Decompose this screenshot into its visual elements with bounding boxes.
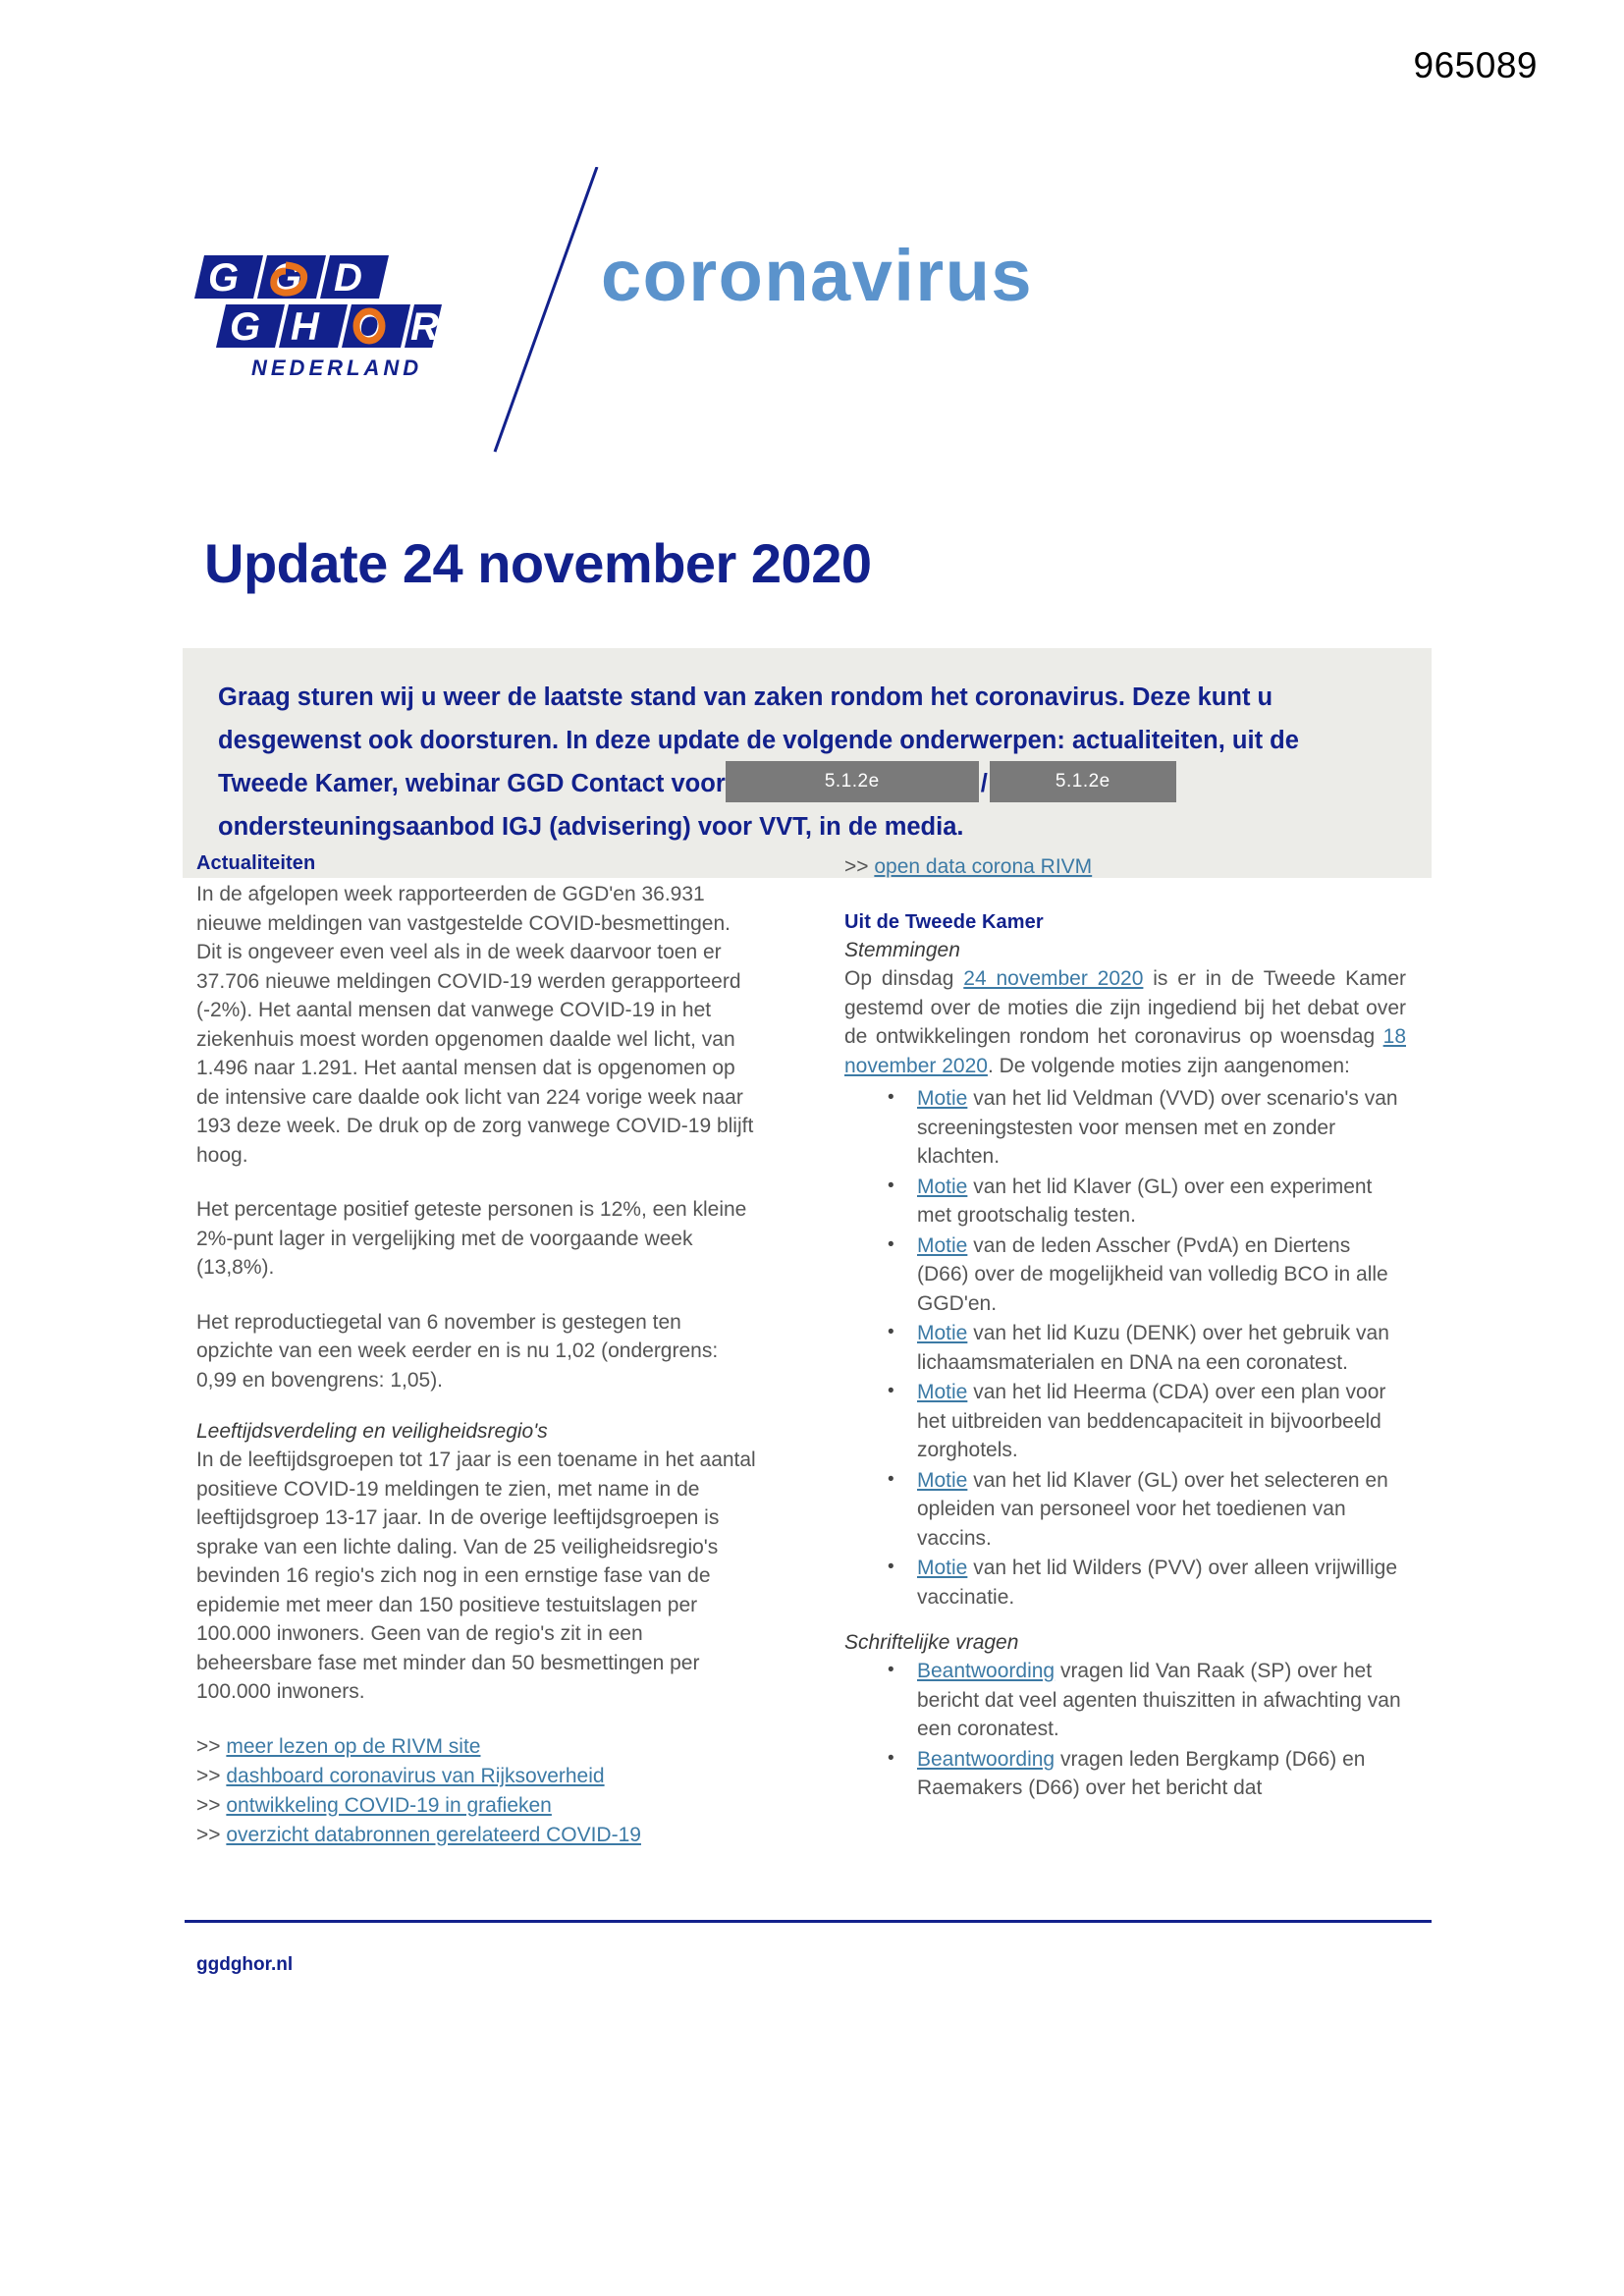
link-motie-7[interactable]: Motie: [917, 1557, 968, 1579]
coronavirus-wordmark: coronavirus: [601, 235, 1034, 316]
motie-text-5: van het lid Heerma (CDA) over een plan voor het uitbreiden van beddencapaciteit in bijvoorbeeld zorghotels.: [917, 1381, 1386, 1461]
link-dashboard-coronavirus[interactable]: dashboard coronavirus van Rijksoverheid: [226, 1764, 605, 1787]
redaction-box-2: 5.1.2e: [990, 761, 1176, 802]
svg-text:O: O: [353, 305, 385, 349]
svg-text:G: G: [271, 256, 302, 300]
intro-line-3: [218, 762, 1396, 805]
right-column: [844, 852, 1406, 1823]
link-line-2: [196, 1762, 758, 1791]
link-line-open-data: [844, 852, 1406, 882]
list-item-motie-wilders: [917, 1554, 1406, 1612]
motie-text-4: van het lid Kuzu (DENK) over het gebruik van lichaamsmaterialen en DNA na een coronatest.: [917, 1322, 1389, 1374]
link-beantwoording-1[interactable]: Beantwoording: [917, 1660, 1056, 1682]
intro-line-2: desgewenst ook doorsturen. In deze update de volgende onderwerpen: actualiteiten, uit de: [218, 727, 1299, 754]
right-section-heading: Uit de Tweede Kamer: [844, 911, 1044, 933]
footer-divider: [185, 1920, 1432, 1923]
redaction-separator: /: [980, 770, 988, 797]
link-beantwoording-2[interactable]: Beantwoording: [917, 1747, 1056, 1771]
intro-line-3-text: Tweede Kamer, webinar GGD Contact voor: [218, 770, 726, 797]
page-title: Update 24 november 2020: [204, 532, 872, 594]
stemmingen-text-1: Op dinsdag: [844, 967, 964, 990]
link-line-3: [196, 1791, 758, 1821]
paragraph-actualiteiten: In de afgelopen week rapporteerden de GGD'en 36.931 nieuwe meldingen van vastgestelde COVID-besmettingen. Dit is ongeveer even veel als in de week daarvoor toen er 37.706 nieuwe meldingen COVID-19 werden gerapporteerd (-2%). Het aantal mensen dat vanwege COVID-19 in het ziekenhuis moest worden opgenomen daalde wel licht, van 1.496 naar 1.291. Het aantal mensen dat is opgenomen op de intensive care daalde ook licht van 224 vorige week naar 193 deze week. De druk op de zorg vanwege COVID-19 blijft hoog.: [196, 883, 754, 1167]
motie-text-2: van het lid Klaver (GL) over een experiment met grootschalig testen.: [917, 1175, 1373, 1227]
link-overzicht-databronnen[interactable]: overzicht databronnen gerelateerd COVID-19: [226, 1823, 641, 1846]
written-questions-list: [844, 1657, 1406, 1803]
svg-text:R: R: [410, 305, 439, 349]
link-motie-2[interactable]: Motie: [917, 1175, 968, 1198]
link-prefix-4: >>: [196, 1823, 221, 1846]
left-column: [196, 852, 758, 1850]
vraag-text-1: vragen lid Van Raak (SP) over het bericht dat veel agenten thuiszitten in afwachting van een coronatest.: [917, 1660, 1401, 1740]
link-motie-6[interactable]: Motie: [917, 1468, 968, 1492]
link-prefix-2: >>: [196, 1764, 221, 1787]
motie-text-6: van het lid Klaver (GL) over het selecteren en opleiden van personeel voor het toedienen van vaccins.: [917, 1468, 1388, 1550]
motie-text-7: van het lid Wilders (PVV) over alleen vrijwillige vaccinatie.: [917, 1557, 1398, 1609]
list-item-vraag-bergkamp-raemakers: [917, 1745, 1406, 1803]
link-prefix-3: >>: [196, 1793, 221, 1817]
paragraph-leeftijdsverdeling: In de leeftijdsgroepen tot 17 jaar is een toename in het aantal positieve COVID-19 meldingen te zien, met name in de leeftijdsgroep 13-17 jaar. In de overige leeftijdsgroepen is sprake van een lichte daling. Van de 25 veiligheidsregio's bevinden 16 regio's zich nog in een ernstige fase van de epidemie met meer dan 150 positieve testuitslagen per 100.000 inwoners. Geen van de regio's zit in een beheersbare fase met minder dan 50 besmettingen per 100.000 inwoners.: [196, 1449, 756, 1703]
svg-text:NEDERLAND: NEDERLAND: [251, 355, 423, 380]
left-links-block: [196, 1732, 758, 1850]
right-subsection-heading-stemmingen: Stemmingen: [844, 939, 960, 961]
paragraph-stemmingen-intro: [844, 964, 1406, 1080]
link-line-1: [196, 1732, 758, 1762]
svg-text:G: G: [230, 305, 261, 349]
right-subsection-heading-vragen: Schriftelijke vragen: [844, 1631, 1019, 1654]
link-open-data-corona-rivm[interactable]: open data corona RIVM: [874, 855, 1093, 878]
link-motie-3[interactable]: Motie: [917, 1233, 968, 1257]
footer-website: ggdghor.nl: [196, 1954, 294, 1975]
list-item-motie-veldman: [917, 1084, 1406, 1172]
motie-text-3: van de leden Asscher (PvdA) en Diertens (D66) over de mogelijkheid van volledig BCO in alle GGD'en.: [917, 1233, 1388, 1315]
link-motie-4[interactable]: Motie: [917, 1322, 968, 1344]
left-subsection-heading: Leeftijdsverdeling en veiligheidsregio's: [196, 1420, 548, 1443]
list-item-motie-kuzu: [917, 1319, 1406, 1377]
list-item-motie-asscher-diertens: [917, 1231, 1406, 1319]
link-rivm-site[interactable]: meer lezen op de RIVM site: [226, 1734, 481, 1758]
vraag-text-2: vragen leden Bergkamp (D66) en Raemakers (D66) over het bericht dat: [917, 1747, 1366, 1799]
intro-line-1: Graag sturen wij u weer de laatste stand van zaken rondom het coronavirus. Deze kunt u: [218, 683, 1273, 711]
body-columns: [196, 852, 1435, 1846]
list-item-motie-klaver-testen: [917, 1173, 1406, 1230]
link-24-november-2020[interactable]: 24 november 2020: [963, 967, 1144, 990]
motie-text-1: van het lid Veldman (VVD) over scenario's van screeningstesten voor mensen met en zonder klachten.: [917, 1087, 1398, 1168]
link-motie-5[interactable]: Motie: [917, 1381, 968, 1403]
intro-line-4: ondersteuningsaanbod IGJ (advisering) voor VVT, in de media.: [218, 813, 964, 842]
list-item-motie-heerma: [917, 1378, 1406, 1465]
motions-list: [844, 1084, 1406, 1612]
left-section-heading: Actualiteiten: [196, 852, 316, 874]
intro-summary-box: [183, 648, 1432, 878]
svg-text:G: G: [208, 256, 240, 300]
link-ontwikkeling-grafieken[interactable]: ontwikkeling COVID-19 in grafieken: [226, 1793, 552, 1817]
stemmingen-text-2: is er in de Tweede Kamer gestemd over de moties die zijn ingediend bij het debat over de ontwikkelingen rondom het coronavirus op woensdag: [844, 967, 1406, 1048]
stemmingen-text-3: . De volgende moties zijn aangenomen:: [987, 1054, 1350, 1077]
document-number: 965089: [1413, 45, 1538, 85]
list-item-vraag-van-raak: [917, 1657, 1406, 1744]
link-motie-1[interactable]: Motie: [917, 1087, 968, 1110]
ggd-ghor-logo: [192, 246, 448, 383]
svg-text:H: H: [291, 305, 319, 349]
link-line-4: [196, 1821, 758, 1850]
redaction-box-1: 5.1.2e: [726, 761, 979, 802]
list-item-motie-klaver-vaccins: [917, 1466, 1406, 1554]
svg-text:D: D: [334, 256, 362, 300]
link-18-november-2020[interactable]: 18 november 2020: [844, 1025, 1406, 1077]
link-prefix-1: >>: [196, 1734, 221, 1758]
document-header: [192, 167, 1371, 442]
paragraph-reproductiegetal: Het reproductiegetal van 6 november is gestegen ten opzichte van een week eerder en is nu 1,02 (ondergrens: 0,99 en bovengrens: 1,05).: [196, 1310, 719, 1392]
paragraph-percentage: Het percentage positief geteste personen is 12%, een kleine 2%-punt lager in vergelijking met de voorgaande week (13,8%).: [196, 1198, 747, 1279]
link-prefix-open-data: >>: [844, 855, 869, 878]
